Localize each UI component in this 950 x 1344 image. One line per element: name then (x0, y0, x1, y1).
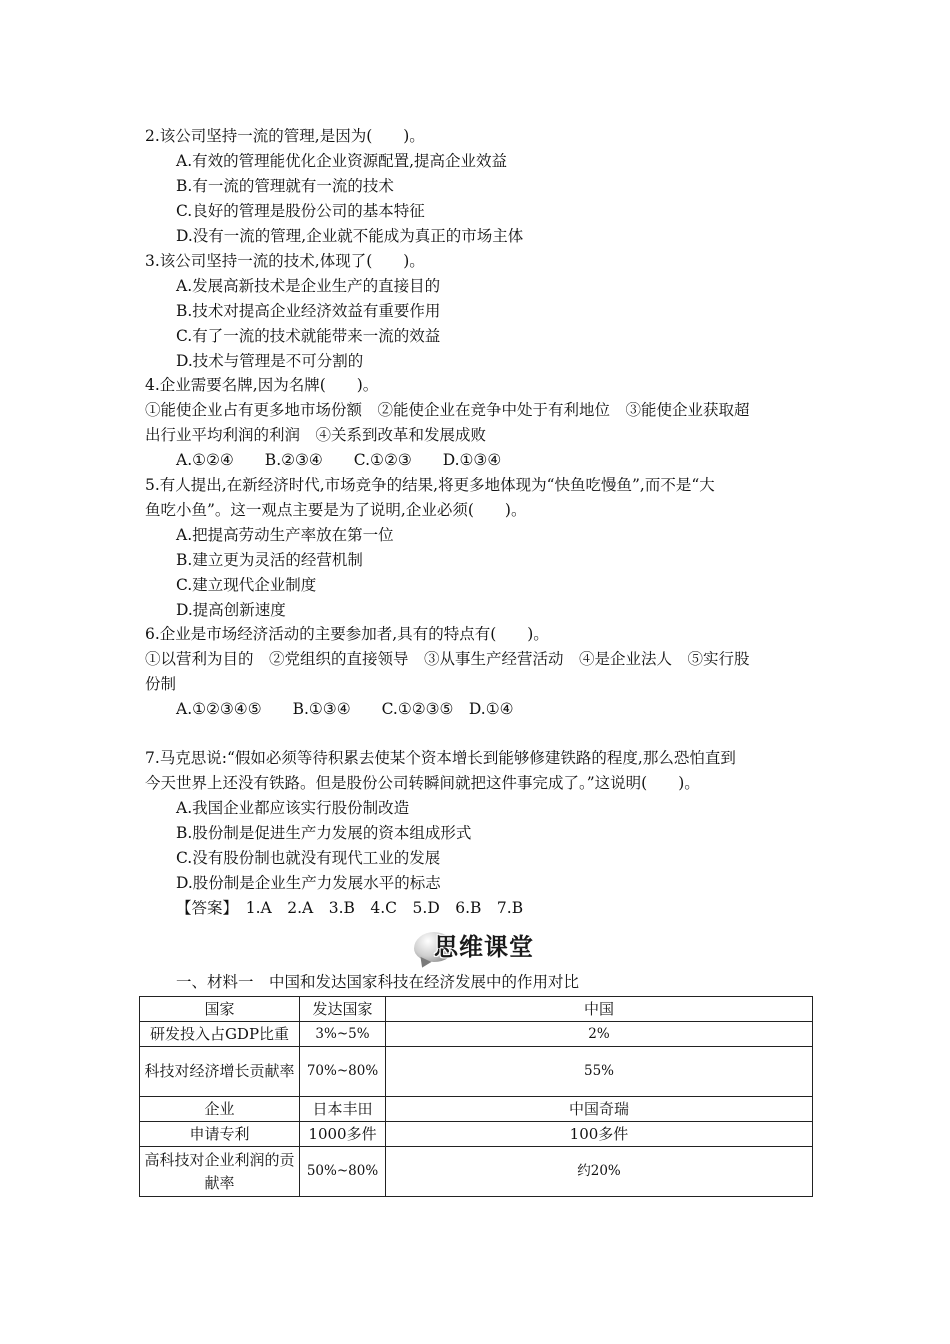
table-row (140, 997, 813, 1022)
table-cell: 国家 (140, 997, 300, 1022)
table-row (140, 1022, 813, 1047)
question-5-option-c: C.建立现代企业制度 (176, 576, 317, 594)
table-cell: 3%~5% (300, 1022, 386, 1047)
question-3-option-d: D.技术与管理是不可分割的 (176, 352, 364, 370)
table-cell: 科技对经济增长贡献率 (140, 1047, 300, 1097)
question-7-option-d: D.股份制是企业生产力发展水平的标志 (176, 874, 441, 892)
table-cell: 中国奇瑞 (386, 1097, 813, 1122)
table-cell: 申请专利 (140, 1122, 300, 1147)
table-cell: 100多件 (386, 1122, 813, 1147)
question-7-stem-line-1: 7.马克思说:“假如必须等待积累去使某个资本增长到能够修建铁路的程度,那么恐怕直到 (145, 749, 736, 767)
question-2-option-d: D.没有一流的管理,企业就不能成为真正的市场主体 (176, 227, 524, 245)
table-cell: 研发投入占GDP比重 (140, 1022, 300, 1047)
question-2-option-a: A.有效的管理能优化企业资源配置,提高企业效益 (176, 152, 508, 170)
question-4-items-line-2: 出行业平均利润的利润 ④关系到改革和发展成败 (145, 426, 487, 444)
question-4-stem: 4.企业需要名牌,因为名牌( )。 (145, 376, 379, 394)
question-3-stem: 3.该公司坚持一流的技术,体现了( )。 (145, 252, 425, 270)
question-6-stem: 6.企业是市场经济活动的主要参加者,具有的特点有( )。 (145, 625, 549, 643)
question-6-items-line-1: ①以营利为目的 ②党组织的直接领导 ③从事生产经营活动 ④是企业法人 ⑤实行股 (145, 650, 750, 668)
question-4-items-line-1: ①能使企业占有更多地市场份额 ②能使企业在竞争中处于有利地位 ③能使企业获取超 (145, 401, 750, 419)
table-cell: 高科技对企业利润的贡献率 (140, 1147, 300, 1197)
question-5-stem-line-2: 鱼吃小鱼”。这一观点主要是为了说明,企业必须( )。 (145, 501, 527, 519)
section-banner-title: 思维课堂 (434, 933, 534, 961)
table-row (140, 1147, 813, 1197)
question-3-option-a: A.发展高新技术是企业生产的直接目的 (176, 277, 441, 295)
question-7-option-b: B.股份制是促进生产力发展的资本组成形式 (176, 824, 472, 842)
question-5-option-d: D.提高创新速度 (176, 601, 286, 619)
table-cell: 50%~80% (300, 1147, 386, 1197)
table-cell: 中国 (386, 997, 813, 1022)
question-6-items-line-2: 份制 (145, 675, 177, 693)
table-row (140, 1097, 813, 1122)
table-cell: 日本丰田 (300, 1097, 386, 1122)
question-2-option-c: C.良好的管理是股份公司的基本特征 (176, 202, 425, 220)
table-cell: 约20% (386, 1147, 813, 1197)
table-row (140, 1122, 813, 1147)
question-5-stem-line-1: 5.有人提出,在新经济时代,市场竞争的结果,将更多地体现为“快鱼吃慢鱼”,而不是“大 (145, 476, 715, 494)
comparison-table (139, 996, 813, 1197)
question-5-option-b: B.建立更为灵活的经营机制 (176, 551, 363, 569)
question-6-choices: A.①②③④⑤ B.①③④ C.①②③⑤ D.①④ (176, 700, 514, 718)
question-7-option-c: C.没有股份制也就没有现代工业的发展 (176, 849, 441, 867)
answer-key: 【答案】 1.A 2.A 3.B 4.C 5.D 6.B 7.B (176, 899, 524, 917)
question-7-stem-line-2: 今天世界上还没有铁路。但是股份公司转瞬间就把这件事完成了。”这说明( )。 (145, 774, 700, 792)
question-2-option-b: B.有一流的管理就有一流的技术 (176, 177, 394, 195)
question-3-option-c: C.有了一流的技术就能带来一流的效益 (176, 327, 441, 345)
material-title: 一、材料一 中国和发达国家科技在经济发展中的作用对比 (176, 973, 580, 991)
question-2-stem: 2.该公司坚持一流的管理,是因为( )。 (145, 127, 425, 145)
table-row (140, 1047, 813, 1097)
table-cell: 55% (386, 1047, 813, 1097)
section-banner (412, 928, 542, 966)
table-cell: 2% (386, 1022, 813, 1047)
question-3-option-b: B.技术对提高企业经济效益有重要作用 (176, 302, 441, 320)
question-7-option-a: A.我国企业都应该实行股份制改造 (176, 799, 410, 817)
question-4-choices: A.①②④ B.②③④ C.①②③ D.①③④ (176, 451, 502, 469)
table-cell: 企业 (140, 1097, 300, 1122)
table-cell: 1000多件 (300, 1122, 386, 1147)
question-5-option-a: A.把提高劳动生产率放在第一位 (176, 526, 394, 544)
table-cell: 70%~80% (300, 1047, 386, 1097)
table-cell: 发达国家 (300, 997, 386, 1022)
